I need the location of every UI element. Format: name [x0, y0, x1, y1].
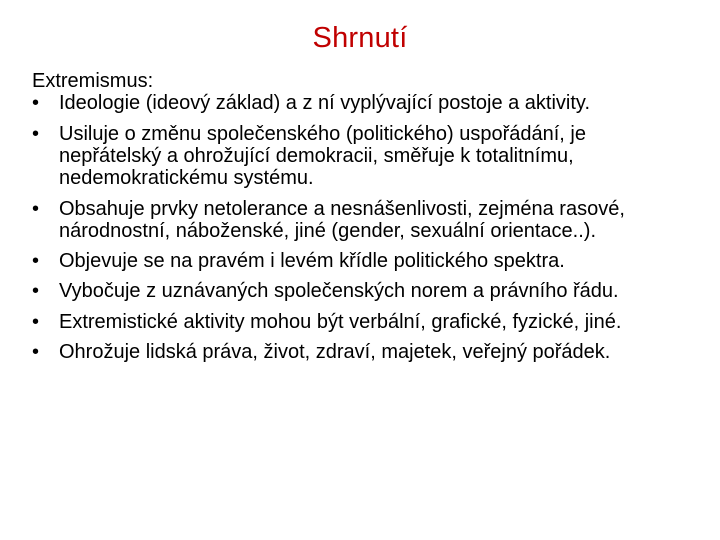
- bullet-item: [32, 92, 682, 114]
- bullet-item: [32, 198, 682, 243]
- bullet-item: [32, 341, 682, 363]
- bullet-icon: •: [32, 92, 40, 115]
- bullet-icon: •: [32, 310, 40, 333]
- bullet-text: Ohrožuje lidská práva, život, zdraví, majetek, veřejný pořádek.: [59, 340, 611, 363]
- bullet-icon: •: [32, 122, 40, 145]
- bullet-text: Objevuje se na pravém i levém křídle politického spektra.: [59, 250, 565, 273]
- bullet-text: Usiluje o změnu společenského (politického) uspořádání, je nepřátelský a ohrožující demokracii, směřuje k totalitnímu, nedemokratickému systému.: [59, 122, 586, 190]
- bullet-icon: •: [32, 250, 40, 273]
- bullet-text: Obsahuje prvky netolerance a nesnášenlivosti, zejména rasové, národnostní, náboženské, jiné (gender, sexuální orientace..).: [59, 197, 625, 243]
- bullet-icon: •: [32, 197, 40, 220]
- intro-heading: Extremismus:: [32, 70, 154, 92]
- bullet-item: [32, 280, 682, 302]
- bullet-item: [32, 311, 682, 333]
- bullet-item: [32, 250, 682, 272]
- bullet-list: [32, 92, 682, 363]
- bullet-text: Extremistické aktivity mohou být verbální, grafické, fyzické, jiné.: [59, 310, 622, 333]
- bullet-icon: •: [32, 280, 40, 303]
- bullet-text: Ideologie (ideový základ) a z ní vyplývající postoje a aktivity.: [59, 92, 590, 115]
- slide-content: [32, 70, 682, 371]
- bullet-text: Vybočuje z uznávaných společenských norem a právního řádu.: [59, 280, 619, 303]
- bullet-item: [32, 123, 682, 190]
- bullet-icon: •: [32, 340, 40, 363]
- slide-title: Shrnutí: [312, 22, 408, 54]
